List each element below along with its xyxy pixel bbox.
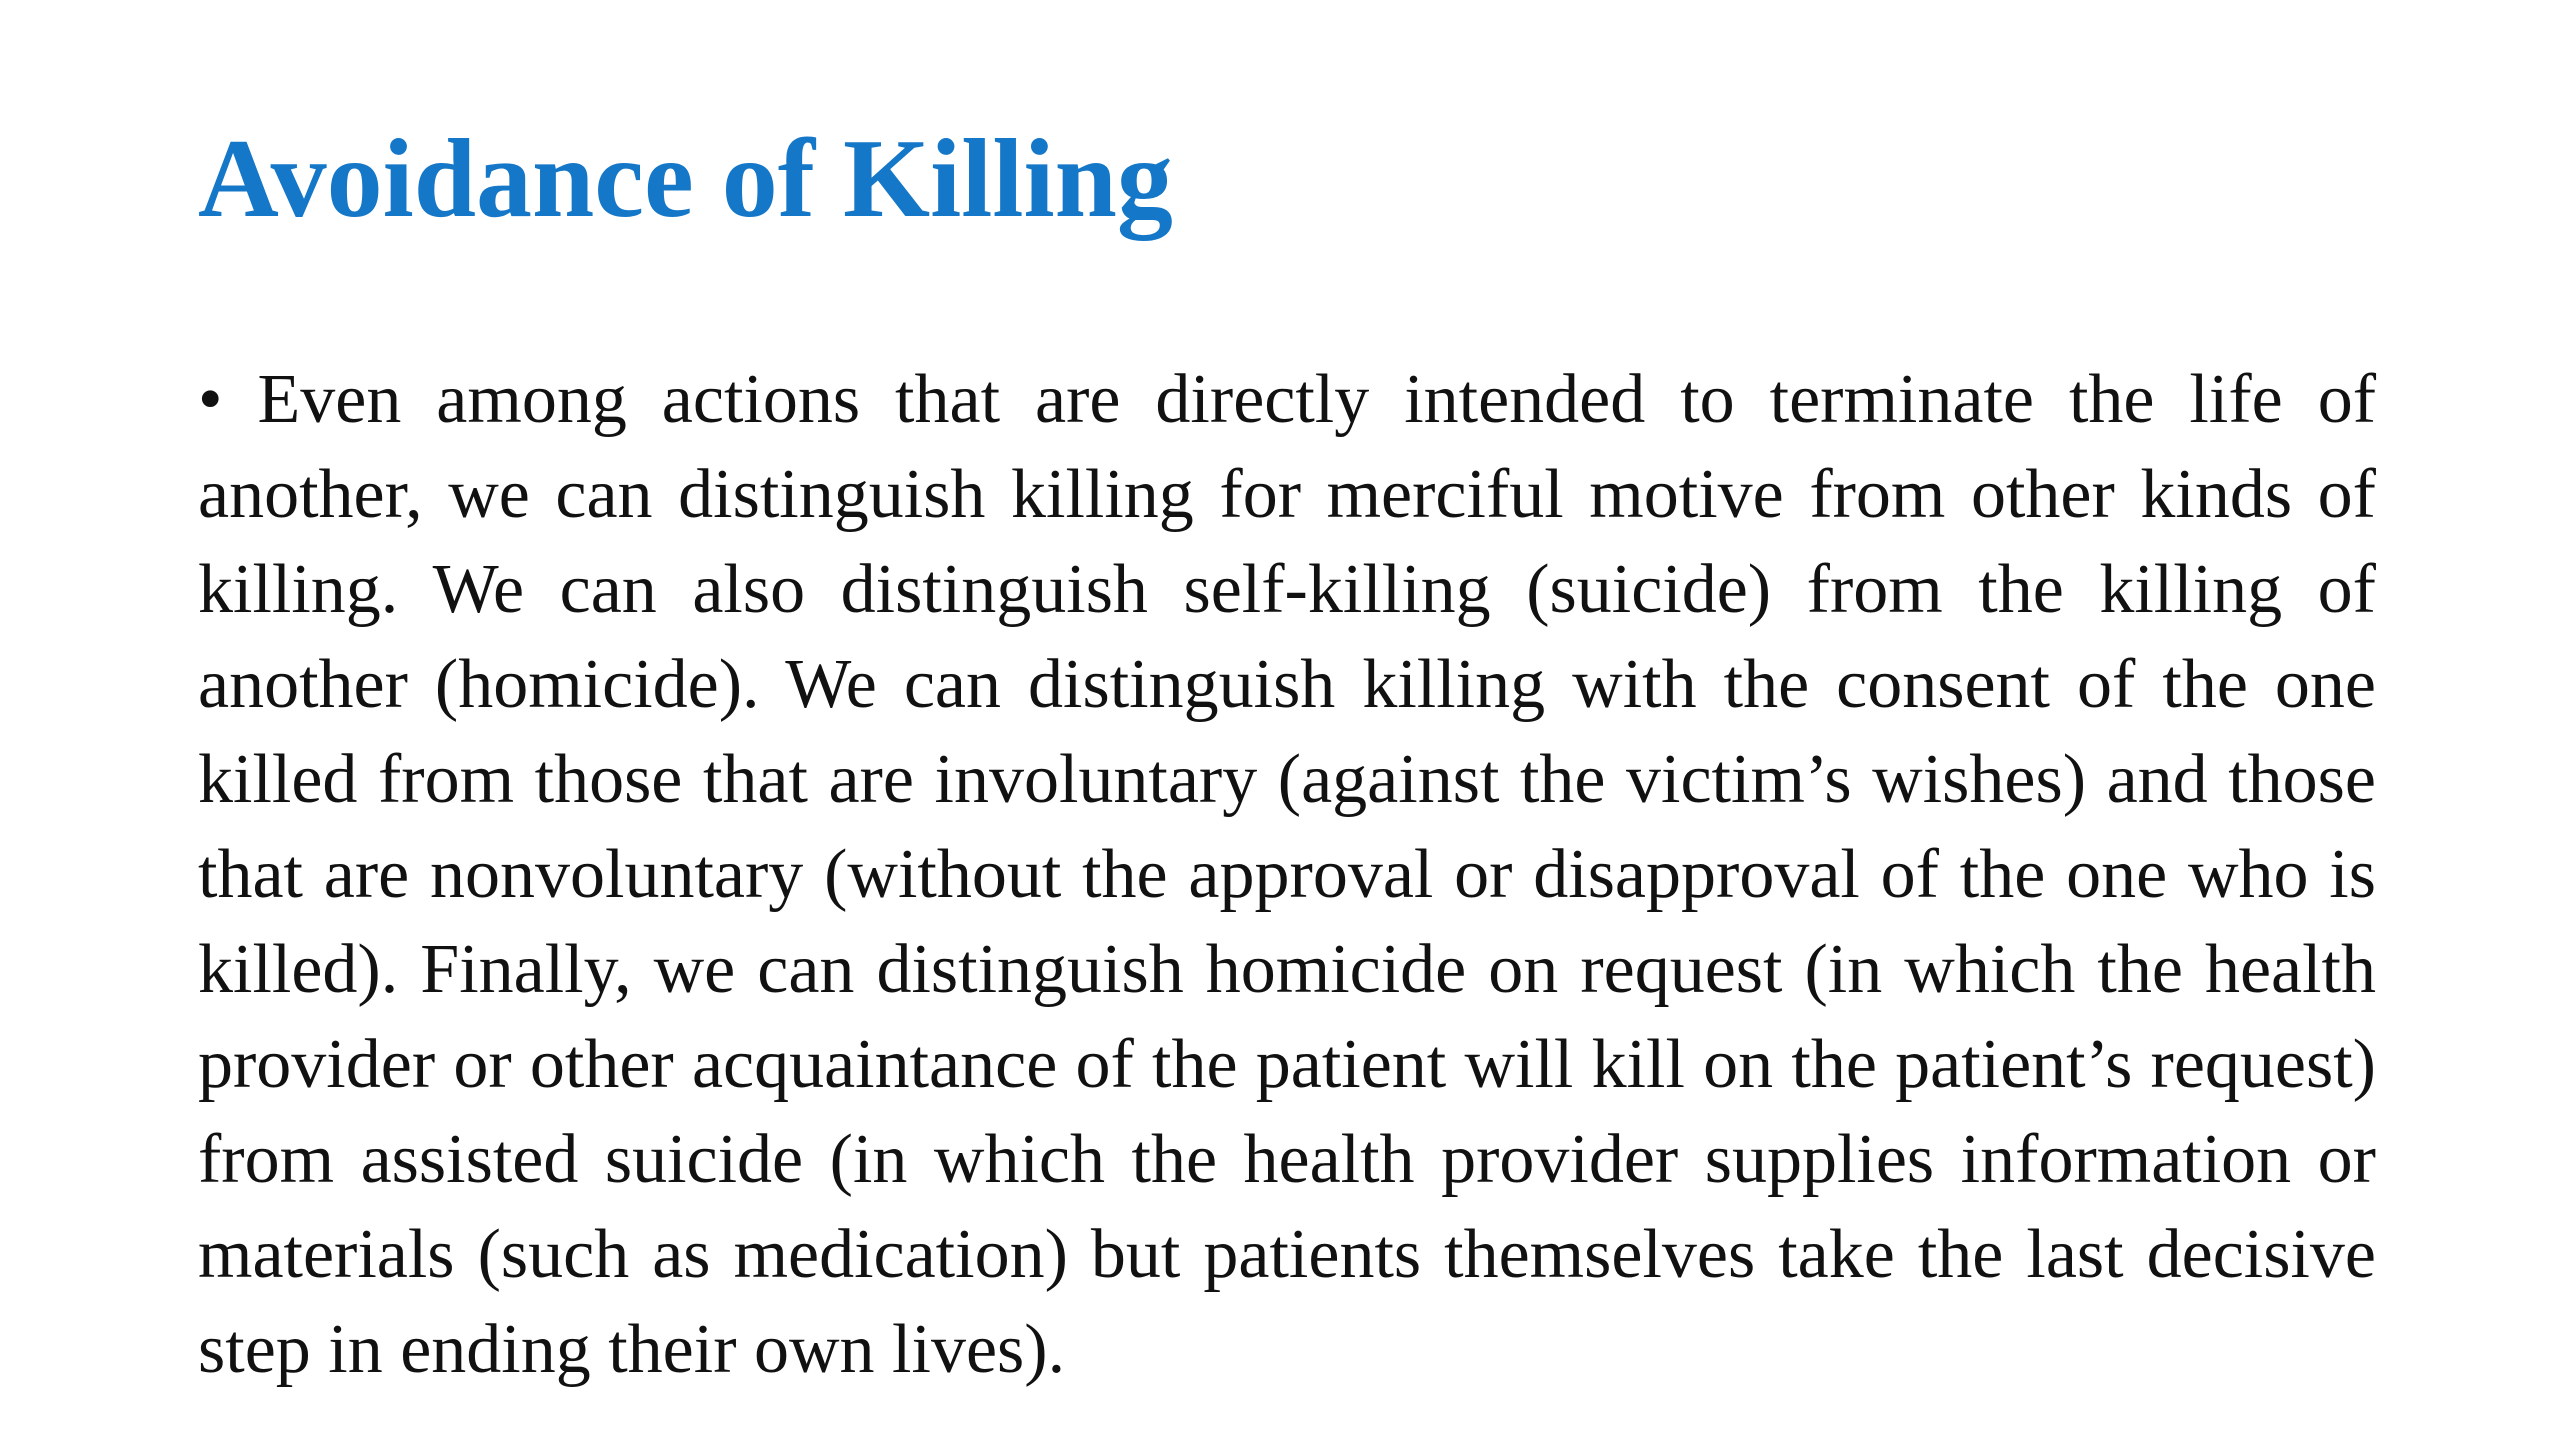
bullet-text: Even among actions that are directly intended to terminate the life of another, we can distinguish killing for merciful motive from other kinds of killing. We can also distinguish self-killing (suicide) from the killing of another (homicide). We can distinguish killing with the consent of the one killed from those that are involuntary (against the victim’s wishes) and those that are nonvoluntary (without the approval or disapproval of the one who is killed). Finally, we can distinguish homicide on request (in which the health provider or other acquaintance of the patient will kill on the patient’s request) from assisted suicide (in which the health provider supplies information or materials (such as medication) but patients themselves take the last decisive step in ending their own lives).	[198, 361, 2377, 1388]
slide-title: Avoidance of Killing	[198, 117, 1173, 241]
bullet-paragraph	[198, 352, 2376, 1397]
bullet-symbol: •	[198, 361, 223, 438]
